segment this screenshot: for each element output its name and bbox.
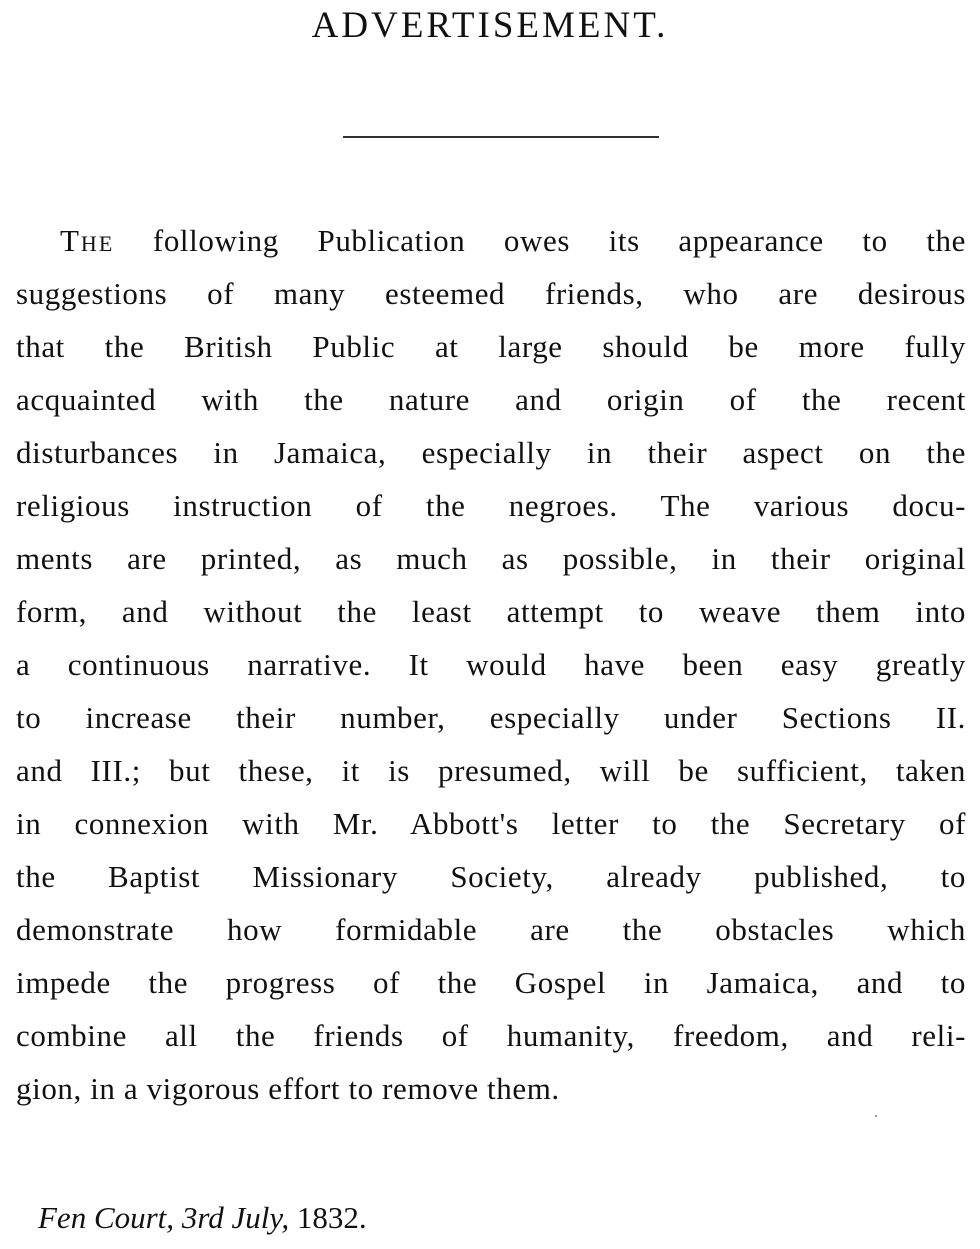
paragraph-line: gion, in a vigorous effort to remove them. xyxy=(16,1071,560,1106)
paragraph-line: disturbances in Jamaica, especially in their aspect on the xyxy=(16,435,966,470)
signature-line xyxy=(38,1198,367,1238)
paragraph-line: acquainted with the nature and origin of the recent xyxy=(16,382,966,417)
paragraph-line: form, and without the least attempt to weave them into xyxy=(16,594,966,629)
paragraph-line: a continuous narrative. It would have been easy greatly xyxy=(16,647,966,682)
paragraph-line: demonstrate how formidable are the obstacles which xyxy=(16,912,966,947)
paragraph-line: in connexion with Mr. Abbott's letter to the Secretary of xyxy=(16,806,966,841)
paragraph-line: that the British Public at large should be more fully xyxy=(16,329,966,364)
print-speck xyxy=(875,1115,877,1117)
paragraph-line: and III.; but these, it is presumed, will be sufficient, taken xyxy=(16,753,966,788)
signature-date: 3rd July, xyxy=(181,1200,290,1235)
paragraph-line: to increase their number, especially under Sections II. xyxy=(16,700,966,735)
paragraph-line: ments are printed, as much as possible, in their original xyxy=(16,541,966,576)
title-rule-divider xyxy=(343,136,659,138)
paragraph-line-text: following Publication owes its appearance to the xyxy=(152,223,966,258)
advertisement-paragraph xyxy=(16,214,966,1115)
paragraph-line: combine all the friends of humanity, freedom, and reli- xyxy=(16,1018,966,1053)
paragraph-line: impede the progress of the Gospel in Jamaica, and to xyxy=(16,965,966,1000)
paragraph-line: the Baptist Missionary Society, already published, to xyxy=(16,859,966,894)
paragraph-line xyxy=(16,214,966,267)
signature-year: 1832. xyxy=(296,1200,367,1235)
page-title: ADVERTISEMENT. xyxy=(311,5,669,46)
paragraph-line: suggestions of many esteemed friends, who are desirous xyxy=(16,276,966,311)
paragraph-lead-word: The xyxy=(60,223,115,258)
signature-place: Fen Court, xyxy=(38,1200,175,1235)
paragraph-line: religious instruction of the negroes. The various docu- xyxy=(16,488,966,523)
